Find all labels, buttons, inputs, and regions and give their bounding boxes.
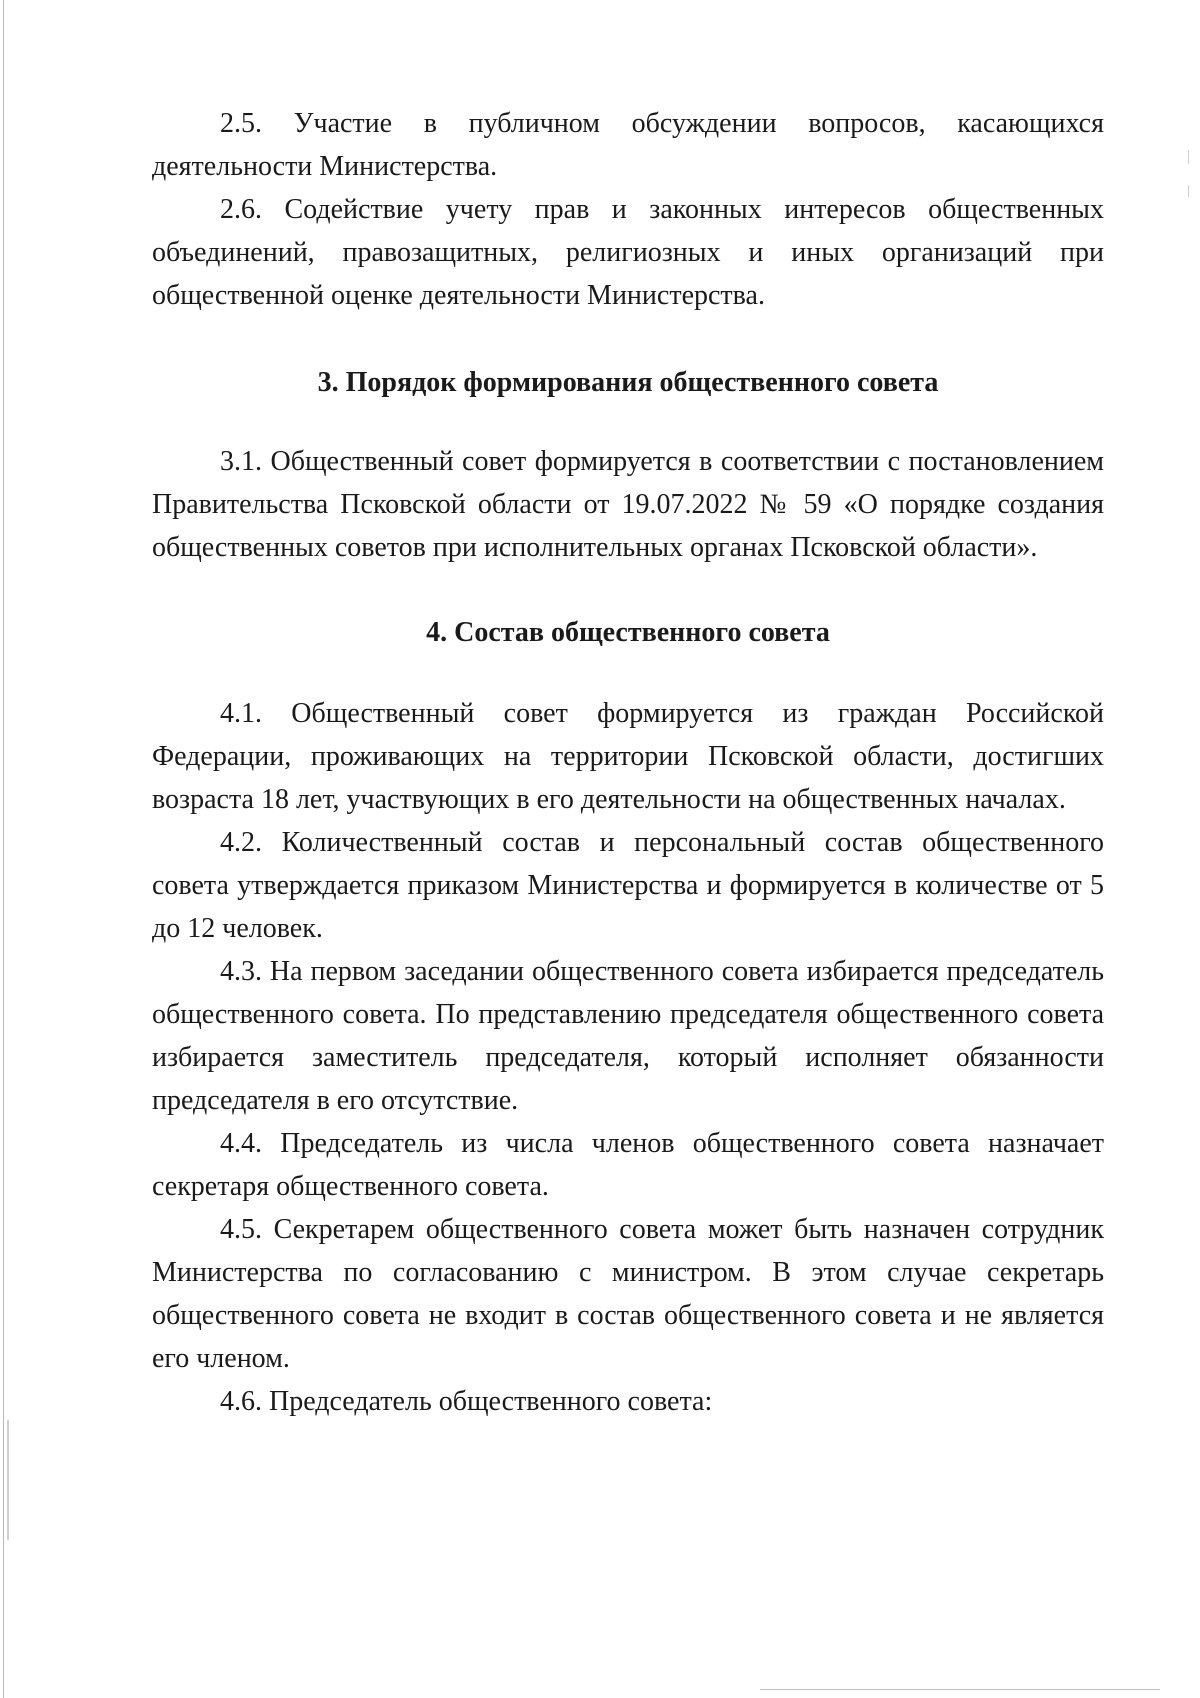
scan-bottom-mark: [760, 1689, 1160, 1690]
paragraph-3-1: 3.1. Общественный совет формируется в соответствии с постановлением Правительства Псковской области от 19.07.2022 № 59 «О порядке создания общественных советов при исполнительных органах Псковской области».: [152, 446, 1104, 563]
document-body: [152, 102, 1104, 1423]
paragraph-4-4: 4.4. Председатель из числа членов общественного совета назначает секретаря общественного совета.: [152, 1128, 1104, 1202]
section-heading-4: 4. Состав общественного совета: [426, 617, 830, 648]
paragraph-4-2: 4.2. Количественный состав и персональный состав общественного совета утверждается приказом Министерства и формируется в количестве от 5 до 12 человек.: [152, 827, 1104, 944]
scan-left-edge: [3, 0, 4, 1698]
paragraph-2-5: 2.5. Участие в публичном обсуждении вопросов, касающихся деятельности Министерства.: [152, 108, 1104, 182]
paragraph-4-3: 4.3. На первом заседании общественного совета избирается председатель общественного совета. По представлению председателя общественного совета избирается заместитель председателя, который исполняет обязанности председателя в его отсутствие.: [152, 956, 1104, 1116]
scan-right-mark: [1188, 185, 1189, 197]
section-heading-3: 3. Порядок формирования общественного совета: [317, 367, 939, 398]
paragraph-4-5: 4.5. Секретарем общественного совета может быть назначен сотрудник Министерства по согласованию с министром. В этом случае секретарь общественного совета не входит в состав общественного совета и не является его членом.: [152, 1214, 1104, 1374]
paragraph-4-6: 4.6. Председатель общественного совета:: [220, 1386, 713, 1417]
paragraph-2-6: 2.6. Содействие учету прав и законных интересов общественных объединений, правозащитных, религиозных и иных организаций при общественной оценке деятельности Министерства.: [152, 194, 1104, 311]
scan-right-mark: [1188, 150, 1189, 164]
scan-left-edge-mark: [7, 1420, 9, 1540]
paragraph-4-1: 4.1. Общественный совет формируется из граждан Российской Федерации, проживающих на территории Псковской области, достигших возраста 18 лет, участвующих в его деятельности на общественных началах.: [152, 698, 1104, 815]
